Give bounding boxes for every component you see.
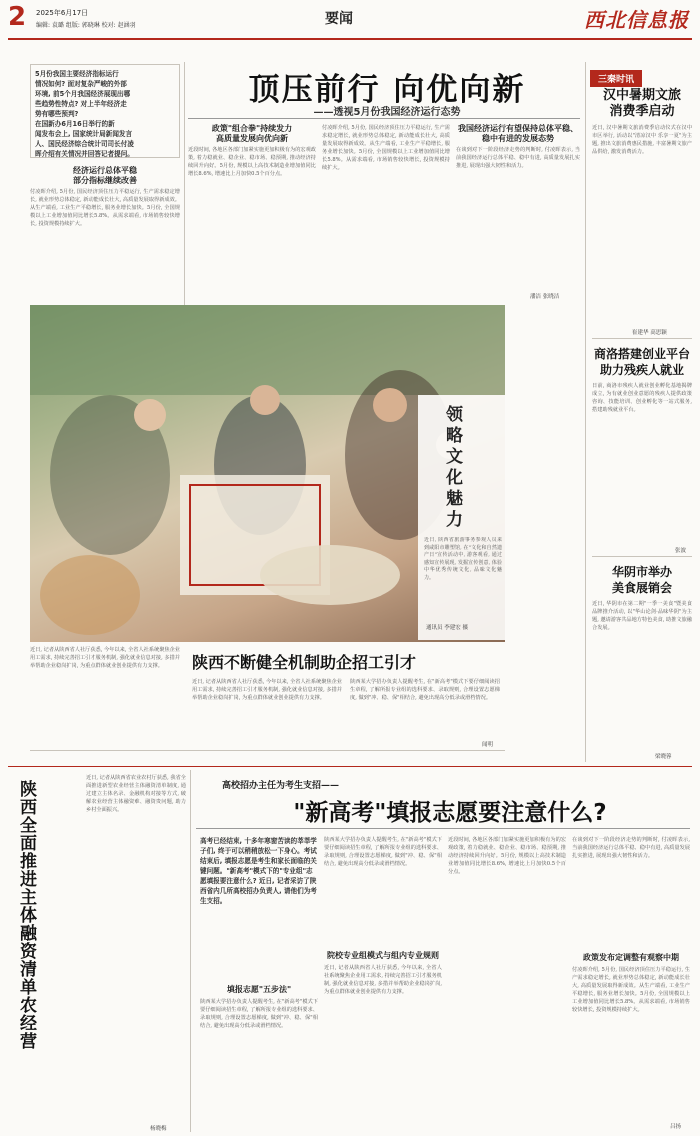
main-subtitle: ——透视5月份我国经济运行态势	[313, 107, 461, 118]
sidebar-story-3-title: 华阴市举办 美食展销会	[611, 565, 672, 595]
outlook-text: 在谈到对下一阶段经济走势的判断时, 付凌晖表示, 当前我国经济运行总体平稳、稳中有进, 高质量发展扎实推进, 展现出强大韧性和活力。	[456, 147, 580, 169]
econ-text: 付凌晖介绍, 5月份, 国民经济顶住压力平稳运行, 生产需求稳定增长, 就业形势总体稳定, 新动能成长壮大, 高质量发展取得新成效。从生产端看, 工业生产平稳增长, 服务业增长加快。5月份, 全国规模以上工业增加值同比增长5.8%。从需求端看, 市场销售较快增长, 投资规模持续扩大。	[30, 189, 180, 227]
editor-credits: 编辑: 袁璐 组版: 郭晓琳 校对: 赵涵羽	[36, 22, 136, 29]
lead-line: 5月份我国主要经济指标运行	[35, 70, 119, 78]
lead-line: 情况如何? 面对复杂严峻的外部	[35, 80, 127, 88]
lead-line: 在国新办6月16日举行的新	[35, 120, 115, 128]
subhead-outlook: 我国经济运行有望保持总体平稳、 稳中有进的发展态势	[458, 124, 578, 143]
employment-headline: 陕西不断健全机制助企招工引才	[192, 653, 417, 672]
lead-line: 势有哪些预判?	[35, 110, 79, 118]
employment-byline: 闻明	[482, 742, 494, 748]
page-header	[0, 0, 700, 42]
lead-line: 些趋势性特点? 对上半年经济走	[35, 100, 127, 108]
lead-line: 环境, 前5个月我国经济展现出哪	[35, 90, 131, 98]
gaokao-text-1: 陕西某大学招办负责人提醒考生, 在"新高考"模式下要仔细阅读招生章程, 了解所报专业组的选科要求、录取规则, 合理设置志愿梯度, 做到"冲、稳、保"相结合, 避免出现高分低录或滑档情况。	[200, 999, 318, 1029]
sidebar-tag: 三秦时讯	[590, 70, 642, 87]
policy-text: 近段时间, 各地区各部门加紧实施更加积极有为的宏观政策, 着力稳就业、稳企业、稳市场、稳预期, 推动经济持续回升向好。5月份, 规模以上高技术制造业增加值同比增长8.6%, 增速比上月加快0.5个百分点。	[188, 147, 316, 177]
gaokao-section-1: 填报志愿"五步法"	[226, 985, 292, 994]
sidebar-divider	[585, 62, 586, 762]
culture-byline: 通讯员 李建宏 摄	[426, 625, 468, 631]
headline-divider	[188, 118, 580, 119]
sidebar-story-3-text: 近日, 华阴市在第二期"一季一美食"暨美食品牌推介活动, 以"华山论剑·品味华阴"为主题, 邀请游客共品地方特色美食, 助推文旅融合发展。	[592, 601, 692, 631]
gaokao-section-2: 院校专业组模式与组内专业规则	[327, 951, 439, 960]
sidebar-story-1-title: 汉中暑期文旅 消费季启动	[602, 88, 681, 119]
subhead-economy: 经济运行总体平稳 部分指标继续改善	[73, 166, 137, 185]
sidebar-story-1-byline: 崔建华 高思颖	[632, 330, 667, 336]
main-headline-block	[188, 62, 580, 118]
main-article-byline: 潘洁 张晓洁	[530, 294, 560, 300]
lead-box	[30, 64, 180, 158]
gaokao-kicker: 高校招办主任为考生支招——	[222, 781, 340, 791]
sidebar-rule-2	[592, 556, 692, 557]
gaokao-section-3: 政策发布定调整有观察中期	[583, 953, 679, 962]
gaokao-text-4: 近段时间, 各地区各部门加紧实施更加积极有为的宏观政策, 着力稳就业、稳企业、稳市场、稳预期, 推动经济持续回升向好。5月份, 规模以上高技术制造业增加值同比增长8.6%, 增速比上月加快0.5个百分点。	[448, 837, 566, 875]
sidebar-rule-1	[592, 338, 692, 339]
culture-caption-box	[418, 395, 506, 640]
bottom-section-rule	[8, 766, 692, 767]
gaokao-intro: 高考已经结束, 十多年寒窗苦读的莘莘学子们, 终于可以稍稍放松一下身心。考试结束后, 填报志愿是考生和家长面临的关键问题。"新高考"模式下的"专业组"志愿填报要注意什么? 近日, 记者采访了陕西省内几所高校招办负责人, 请他们为考生支招。	[200, 837, 317, 905]
lead-text	[35, 69, 177, 159]
gaokao-text-5: 在谈到对下一阶段经济走势的判断时, 付凌晖表示, 当前我国经济运行总体平稳、稳中有进, 高质量发展扎实推进, 展现出强大韧性和活力。	[572, 837, 690, 859]
employment-bottom-rule	[30, 750, 505, 751]
sidebar-story-2-text: 日前, 商洛市残疾人就业创业孵化基地揭牌成立, 为有就业创业意愿的残疾人提供政策咨询、技能培训、创业孵化等一站式服务, 搭建助残就业平台。	[592, 383, 692, 413]
employment-left-text: 近日, 记者从陕西省人社厅获悉, 今年以来, 全省人社系统聚焦企业用工需求, 持续完善招工引才服务机制, 强化就业信息对接, 多措并举帮助企业稳岗扩岗, 为重点群体就业创业提供有力支撑。	[30, 647, 180, 669]
agri-byline: 杨晓梅	[150, 1126, 167, 1132]
gaokao-headline: "新高考"填报志愿要注意什么?	[293, 800, 607, 826]
subhead-policy: 政策"组合拳"持续发力 高质量发展向优向新	[211, 124, 293, 143]
policy-text-cont: 付凌晖介绍, 5月份, 国民经济顶住压力平稳运行, 生产需求稳定增长, 就业形势总体稳定, 新动能成长壮大, 高质量发展取得新成效。从生产端看, 工业生产平稳增长, 服务业增长加快。5月份, 全国规模以上工业增加值同比增长5.8%。从需求端看, 市场销售较快增长, 投资规模持续扩大。	[322, 125, 450, 171]
sidebar-story-2-title: 商洛搭建创业平台 助力残疾人就业	[593, 347, 690, 377]
sidebar-story-3-byline: 梁晓蓉	[655, 754, 672, 760]
lead-line: 闻发布会上, 国家统计局新闻发言	[35, 130, 133, 138]
gaokao-headline-rule	[196, 828, 690, 829]
newspaper-logo: 西北信息报	[584, 8, 689, 32]
gaokao-text-2: 陕西某大学招办负责人提醒考生, 在"新高考"模式下要仔细阅读招生章程, 了解所报专业组的选科要求、录取规则, 合理设置志愿梯度, 做到"冲、稳、保"相结合, 避免出现高分低录或滑档情况。	[324, 837, 442, 867]
section-name: 要闻	[325, 11, 353, 27]
agri-divider	[190, 770, 191, 1132]
agri-text: 近日, 记者从陕西省农业农村厅获悉, 我省全面推进新型农业经营主体融资清单制度, 通过建立主体名录、金融机构对接等方式, 破解农业经营主体融资难、融资贵问题, 助力乡村全面振兴。	[86, 775, 186, 813]
employment-text: 近日, 记者从陕西省人社厅获悉, 今年以来, 全省人社系统聚焦企业用工需求, 持续完善招工引才服务机制, 强化就业信息对接, 多措并举帮助企业稳岗扩岗, 为重点群体就业创业提供有力支撑。	[192, 679, 342, 701]
agri-headline: 陕西全面推进主体融资清单农经营	[16, 780, 36, 1050]
sidebar-story-1-text: 近日, 汉中暑期文旅消费季启动仪式在汉中市区举行, 活动以"清凉汉中 乐享一夏"为主题, 推出文旅消费惠民措施, 丰富暑期文旅产品供给, 激发消费活力。	[592, 125, 692, 155]
main-headline: 顶压前行 向优向新	[248, 72, 526, 108]
sidebar-story-2-byline: 张波	[675, 548, 687, 554]
employment-text-2: 陕西某大学招办负责人提醒考生, 在"新高考"模式下要仔细阅读招生章程, 了解所报专业组的选科要求、录取规则, 合理设置志愿梯度, 做到"冲、稳、保"相结合, 避免出现高分低录或滑档情况。	[350, 679, 500, 701]
issue-date: 2025年6月17日	[36, 9, 89, 17]
lead-line: 晖介绍有关情况并回答记者提问。	[35, 150, 134, 158]
gaokao-text-3: 近日, 记者从陕西省人社厅获悉, 今年以来, 全省人社系统聚焦企业用工需求, 持续完善招工引才服务机制, 强化就业信息对接, 多措并举帮助企业稳岗扩岗, 为重点群体就业创业提供有力支撑。	[324, 965, 442, 995]
culture-caption: 近日, 陕西省旅游事务参观人员来到咸阳市雕塑馆, 在"文化和自然遗产日"宣传活动中, 游客观看, 通过感知宣传展现, 发掘宣传创意, 体验中华优秀传统文化, 品味文化魅力。	[424, 537, 502, 581]
header-rule	[8, 38, 692, 40]
gaokao-byline: 吕扬	[670, 1124, 682, 1130]
lead-line: 人、国民经济综合统计司司长付凌	[35, 140, 134, 148]
gaokao-text-6: 付凌晖介绍, 5月份, 国民经济顶住压力平稳运行, 生产需求稳定增长, 就业形势总体稳定, 新动能成长壮大, 高质量发展取得新成效。从生产端看, 工业生产平稳增长, 服务业增长加快。5月份, 全国规模以上工业增加值同比增长5.8%。从需求端看, 市场销售较快增长, 投资规模持续扩大。	[572, 967, 690, 1013]
culture-title: 领略文化魅力	[442, 405, 462, 531]
page-number: 2	[8, 2, 27, 32]
